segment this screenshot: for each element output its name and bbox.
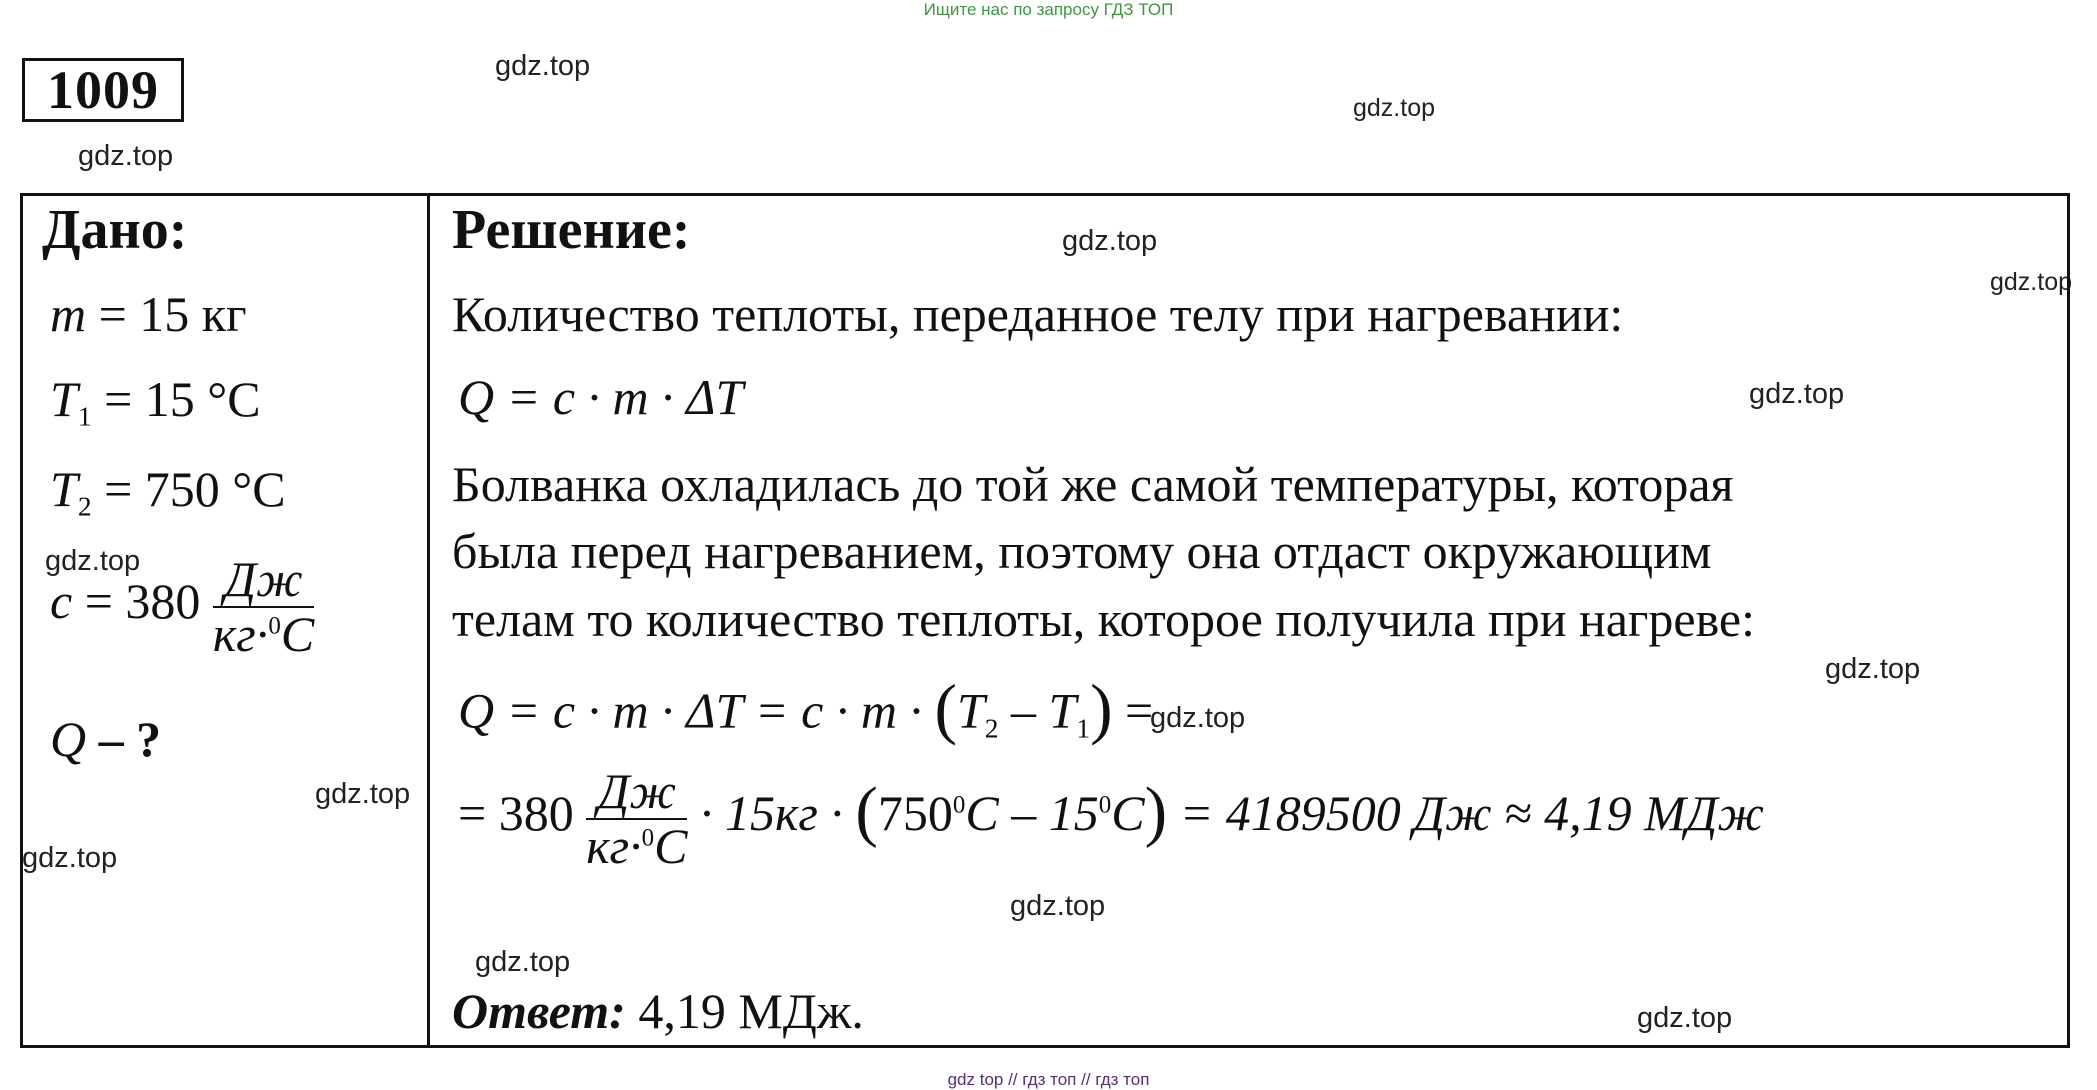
column-divider (427, 193, 430, 1048)
solution-text-4: телам то количество теплоты, которое получила при нагреве: (452, 591, 1756, 647)
task-number: 1009 (22, 58, 184, 122)
answer-value: 4,19 МДж. (625, 983, 864, 1039)
solution-header: Решение: (452, 199, 691, 261)
t1-subscript: 1 (77, 400, 92, 432)
c-symbol: c (50, 572, 73, 629)
c-unit-denominator: кг·$^0$C (212, 605, 315, 662)
formula-unit-fraction: $\frac{Дж}{кг\cdot^0C}$ (586, 763, 688, 874)
mass-symbol: m (50, 286, 87, 342)
answer (452, 982, 864, 1040)
watermark: gdz.top (1749, 378, 1845, 410)
watermark: gdz.top (1150, 702, 1246, 734)
t2-value: = 750 °C (104, 461, 286, 517)
solution-text-3: была перед нагреванием, поэтому она отдаст окружающим (452, 523, 1712, 579)
c-unit-fraction (213, 553, 314, 660)
watermark: gdz.top (78, 140, 174, 172)
t2-subscript: 2 (77, 490, 92, 522)
given-specific-heat (50, 553, 314, 660)
top-note: Ищите нас по запросу ГДЗ ТОП (923, 0, 1174, 19)
given-header: Дано: (42, 199, 188, 261)
formula-numeric: = 380 $\frac{Дж}{кг\cdot^0C}$ · $15кг \cdot (750^0C - 15^0C) = 4189500$ Дж ≈ 4,19 МДж (458, 763, 1765, 874)
find-quantity (50, 710, 161, 768)
find-symbol: Q (50, 711, 87, 767)
watermark: gdz.top (45, 545, 141, 577)
watermark: gdz.top (315, 778, 411, 810)
watermark: gdz.top (1637, 1002, 1733, 1034)
given-mass (50, 285, 247, 343)
solution-text-2: Болванка охладилась до той же самой температуры, которая (452, 456, 1734, 512)
mass-value: = 15 кг (98, 286, 247, 342)
formula-expanded: $Q = c \cdot m \cdot \Delta T = c \cdot m \cdot (T_2 - T_1)$ = (458, 671, 1154, 746)
formula-heat: Q = c · m · ΔT (458, 369, 744, 425)
answer-label: Ответ: (452, 983, 626, 1039)
watermark: gdz.top (475, 946, 571, 978)
given-t2 (50, 460, 286, 523)
watermark: gdz.top (1010, 890, 1106, 922)
find-mark: – ? (98, 711, 162, 767)
c-unit-numerator: Дж (213, 553, 314, 608)
footer-links[interactable]: gdz top // гдз топ // гдз топ (947, 1070, 1150, 1089)
given-t1 (50, 370, 261, 433)
watermark: gdz.top (495, 50, 591, 82)
c-value: = 380 (84, 572, 201, 629)
t2-symbol: T (50, 461, 78, 517)
solution-text-1: Количество теплоты, переданное телу при нагревании: (452, 286, 1624, 342)
t1-symbol: T (50, 371, 78, 427)
watermark: gdz.top (1062, 225, 1158, 257)
watermark: gdz.top (1353, 94, 1436, 122)
watermark: gdz.top (1990, 268, 2073, 296)
watermark: gdz.top (1825, 653, 1921, 685)
t1-value: = 15 °C (104, 371, 261, 427)
watermark: gdz.top (22, 842, 118, 874)
